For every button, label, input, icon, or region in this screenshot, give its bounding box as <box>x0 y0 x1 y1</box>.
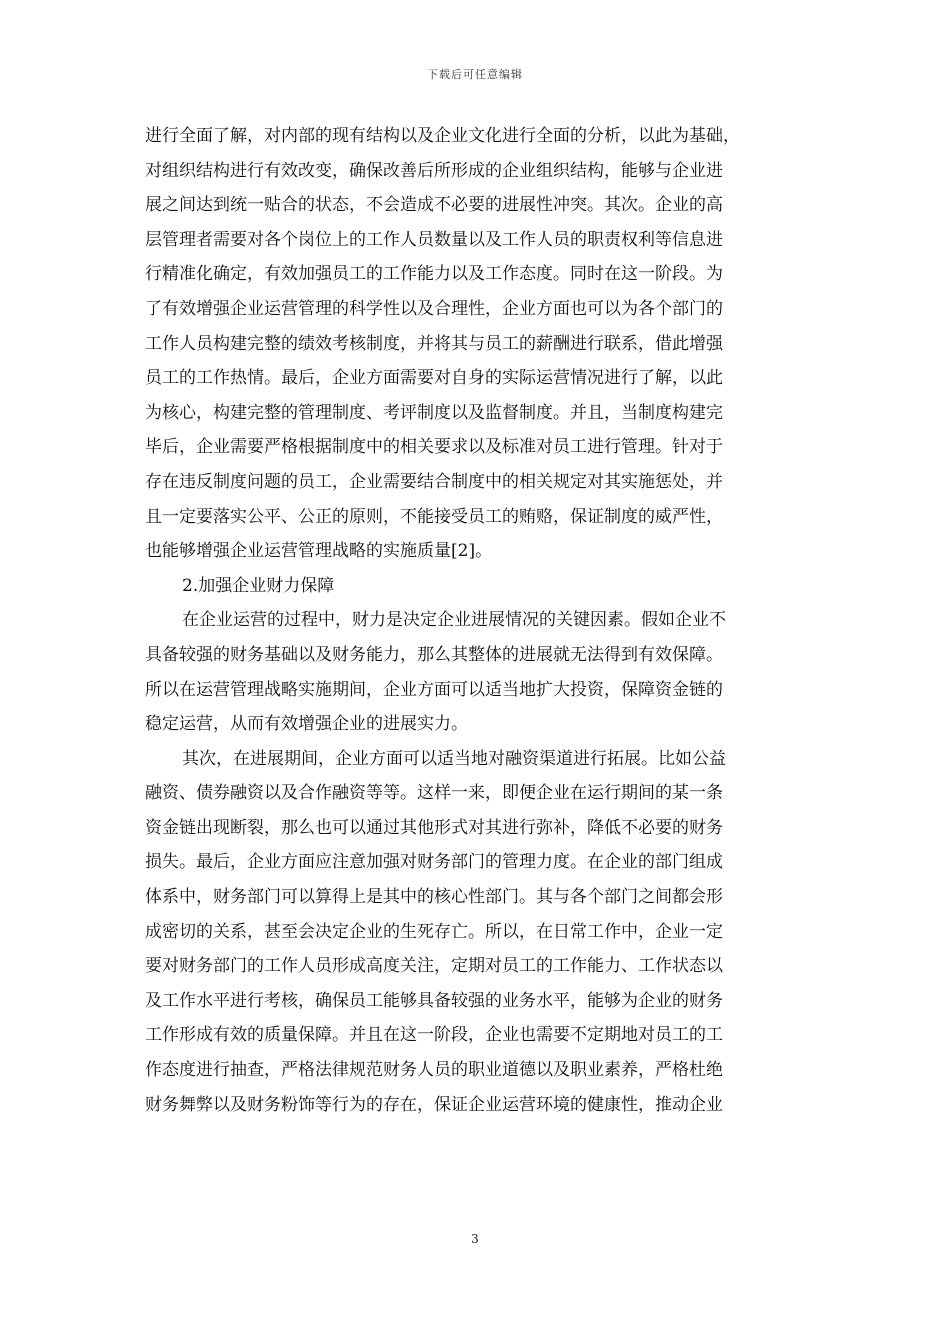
page-header: 下载后可任意编辑 <box>427 68 523 81</box>
text-line: 及工作水平进行考核，确保员工能够具备较强的业务水平，能够为企业的财务 <box>145 990 723 1011</box>
text-line: 毕后，企业需要严格根据制度中的相关要求以及标准对员工进行管理。针对于 <box>145 437 723 458</box>
text-line: 融资、债券融资以及合作融资等等。这样一来，即便企业在运行期间的某一条 <box>145 783 723 804</box>
text-line: 损失。最后，企业方面应注意加强对财务部门的管理力度。在企业的部门组成 <box>145 852 723 873</box>
text-line: 财务舞弊以及财务粉饰等行为的存在，保证企业运营环境的健康性，推动企业 <box>145 1094 723 1115</box>
text-line: 作态度进行抽查，严格法律规范财务人员的职业道德以及职业素养，严格杜绝 <box>145 1060 723 1081</box>
text-line: 为核心，构建完整的管理制度、考评制度以及监督制度。并且，当制度构建完 <box>145 402 723 423</box>
text-line: 具备较强的财务基础以及财务能力，那么其整体的进展就无法得到有效保障。 <box>145 644 723 665</box>
text-line: 稳定运营，从而有效增强企业的进展实力。 <box>145 714 468 735</box>
text-line: 工作人员构建完整的绩效考核制度，并将其与员工的薪酬进行联系，借此增强 <box>145 333 723 354</box>
text-line: 在企业运营的过程中，财力是决定企业进展情况的关键因素。假如企业不 <box>182 610 726 631</box>
text-line: 成密切的关系，甚至会决定企业的生死存亡。所以，在日常工作中，企业一定 <box>145 921 723 942</box>
text-line: 要对财务部门的工作人员形成高度关注，定期对员工的工作能力、工作状态以 <box>145 956 723 977</box>
page-number: 3 <box>471 1232 479 1246</box>
text-line: 其次，在进展期间，企业方面可以适当地对融资渠道进行拓展。比如公益 <box>182 748 726 769</box>
text-line: 且一定要落实公平、公正的原则，不能接受员工的贿赂，保证制度的威严性， <box>145 506 723 527</box>
text-line: 体系中，财务部门可以算得上是其中的核心性部门。其与各个部门之间都会形 <box>145 887 723 908</box>
text-line: 了有效增强企业运营管理的科学性以及合理性，企业方面也可以为各个部门的 <box>145 298 723 319</box>
text-line: 工作形成有效的质量保障。并且在这一阶段，企业也需要不定期地对员工的工 <box>145 1025 723 1046</box>
text-line: 所以在运营管理战略实施期间，企业方面可以适当地扩大投资，保障资金链的 <box>145 679 723 700</box>
text-line: 层管理者需要对各个岗位上的工作人员数量以及工作人员的职责权利等信息进 <box>145 229 723 250</box>
text-line: 展之间达到统一贴合的状态，不会造成不必要的进展性冲突。其次。企业的高 <box>145 195 723 216</box>
text-line: 也能够增强企业运营管理战略的实施质量[2]。 <box>145 541 493 562</box>
body-text <box>145 119 809 1122</box>
text-line: 员工的工作热情。最后，企业方面需要对自身的实际运营情况进行了解，以此 <box>145 368 723 389</box>
text-line: 资金链出现断裂，那么也可以通过其他形式对其进行弥补，降低不必要的财务 <box>145 817 723 838</box>
section-heading: 2.加强企业财力保障 <box>182 575 335 596</box>
text-line: 存在违反制度问题的员工，企业需要结合制度中的相关规定对其实施惩处，并 <box>145 471 723 492</box>
text-line: 对组织结构进行有效改变，确保改善后所形成的企业组织结构，能够与企业进 <box>145 160 723 181</box>
text-line: 进行全面了解，对内部的现有结构以及企业文化进行全面的分析，以此为基础， <box>145 126 740 146</box>
text-line: 行精准化确定，有效加强员工的工作能力以及工作态度。同时在这一阶段。为 <box>145 264 723 285</box>
